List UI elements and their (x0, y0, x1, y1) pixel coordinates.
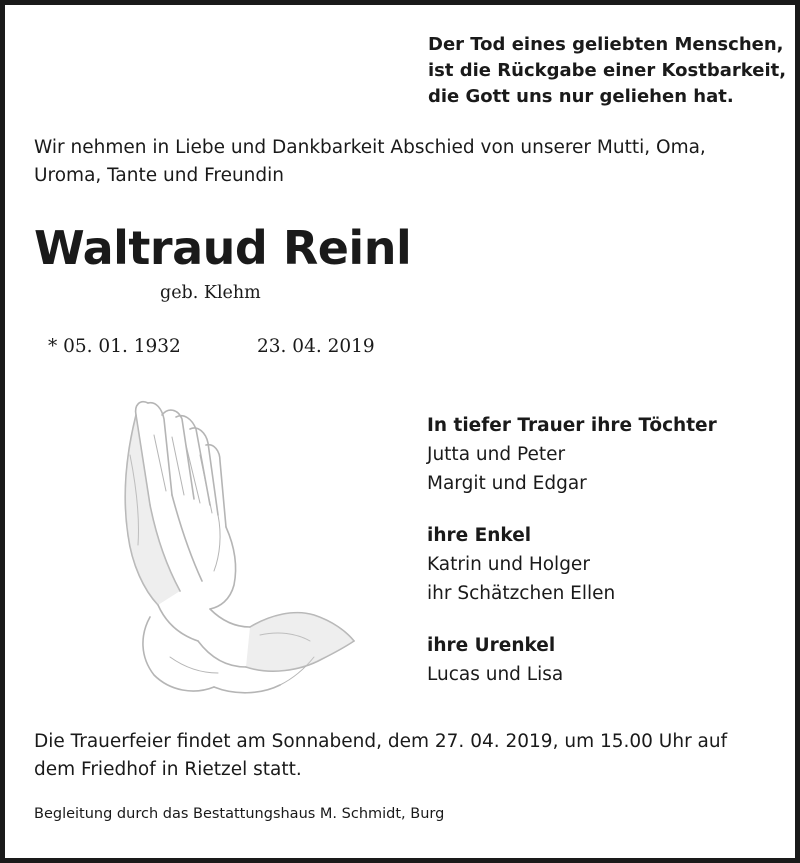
group-member: Lucas und Lisa (427, 664, 564, 685)
farewell-intro (34, 134, 774, 190)
funeral-details (34, 728, 784, 784)
group-heading: In tiefer Trauer ihre Töchter (427, 415, 717, 436)
death-date: 23. 04. 2019 (257, 336, 375, 357)
group-heading: ihre Urenkel (427, 635, 556, 656)
funeral-line: dem Friedhof in Rietzel statt. (34, 759, 302, 780)
mourners-list (427, 411, 787, 712)
mourner-group-grandchildren (427, 521, 787, 608)
mourner-group-daughters (427, 411, 787, 498)
quote-line: ist die Rückgabe einer Kostbarkeit, (428, 60, 787, 81)
memorial-quote (428, 32, 787, 110)
group-heading: ihre Enkel (427, 525, 532, 546)
quote-line: Der Tod eines geliebten Menschen, (428, 34, 784, 55)
group-member: Margit und Edgar (427, 473, 587, 494)
group-member: ihr Schätzchen Ellen (427, 583, 616, 604)
birth-date: * 05. 01. 1932 (48, 336, 181, 357)
mourner-group-great-grandchildren (427, 631, 787, 689)
funeral-line: Die Trauerfeier findet am Sonnabend, dem 27. 04. 2019, um 15.00 Uhr auf (34, 731, 728, 752)
deceased-name: Waltraud Reinl (34, 221, 412, 275)
group-member: Jutta und Peter (427, 444, 566, 465)
undertaker-note: Begleitung durch das Bestattungshaus M. Schmidt, Burg (34, 806, 445, 822)
intro-line: Wir nehmen in Liebe und Dankbarkeit Abschied von unserer Mutti, Oma, (34, 137, 706, 158)
maiden-name: geb. Klehm (160, 283, 261, 303)
praying-hands-icon (110, 395, 360, 705)
group-member: Katrin und Holger (427, 554, 590, 575)
intro-line: Uroma, Tante und Freundin (34, 165, 285, 186)
quote-line: die Gott uns nur geliehen hat. (428, 86, 734, 107)
